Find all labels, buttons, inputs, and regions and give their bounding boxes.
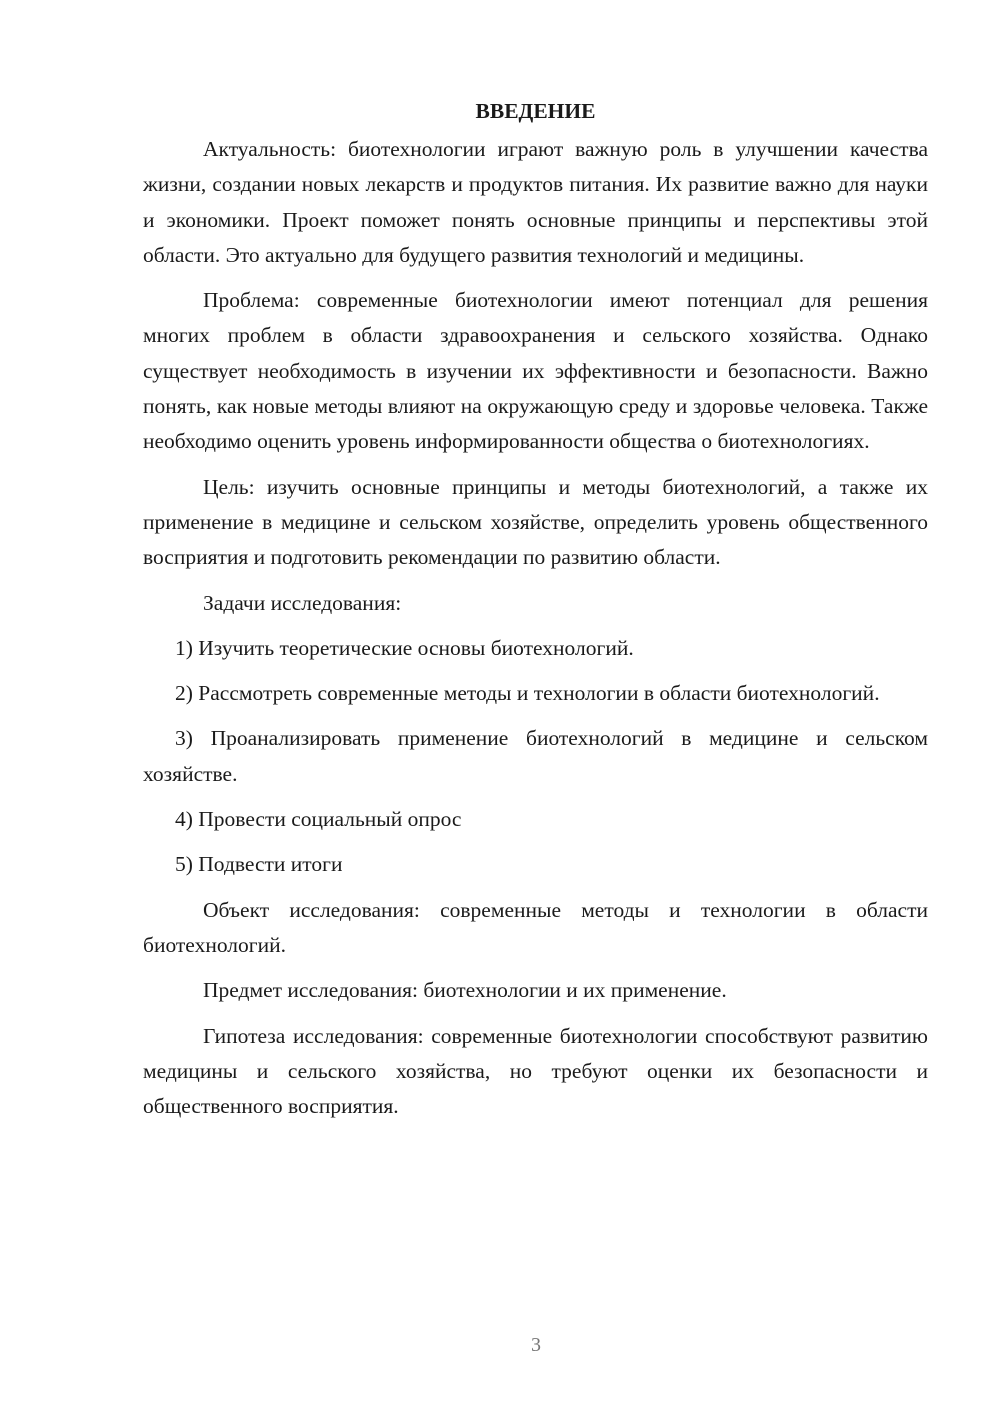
paragraph-hypothesis: Гипотеза исследования: современные биотехнологии способствуют развитию медицины и сельского хозяйства, но требуют оценки их безопасности и общественного восприятия. xyxy=(143,1023,928,1119)
task-item-2: 2) Рассмотреть современные методы и технологии в области биотехнологий. xyxy=(175,681,880,706)
task-item-3: 3) Проанализировать применение биотехнологий в медицине и сельском хозяйстве. xyxy=(143,726,928,786)
document-page xyxy=(143,96,928,1134)
task-item-1: 1) Изучить теоретические основы биотехнологий. xyxy=(175,635,634,660)
paragraph-problem: Проблема: современные биотехнологии имеют потенциал для решения многих проблем в области здравоохранения и сельского хозяйства. Однако существует необходимость в изучении их эффективности и безопасности. Важно понять, как новые методы влияют на окружающую среду и здоровье человека. Также необходимо оценить уровень информированности общества о биотехнологиях. xyxy=(143,288,928,454)
task-item-5: 5) Подвести итоги xyxy=(175,852,343,877)
task-item-4: 4) Провести социальный опрос xyxy=(175,807,462,832)
paragraph-object: Объект исследования: современные методы и технологии в области биотехнологий. xyxy=(143,897,928,957)
paragraph-subject: Предмет исследования: биотехнологии и их применение. xyxy=(203,978,727,1003)
section-heading: ВВЕДЕНИЕ xyxy=(475,99,596,123)
tasks-heading: Задачи исследования: xyxy=(203,590,402,615)
page-number: 3 xyxy=(531,1334,541,1356)
paragraph-goal: Цель: изучить основные принципы и методы биотехнологий, а также их применение в медицине и сельском хозяйстве, определить уровень общественного восприятия и подготовить рекомендации по развитию области. xyxy=(143,474,928,570)
paragraph-relevance: Актуальность: биотехнологии играют важную роль в улучшении качества жизни, создании новых лекарств и продуктов питания. Их развитие важно для науки и экономики. Проект поможет понять основные принципы и перспективы этой области. Это актуально для будущего развития технологий и медицины. xyxy=(143,137,928,267)
